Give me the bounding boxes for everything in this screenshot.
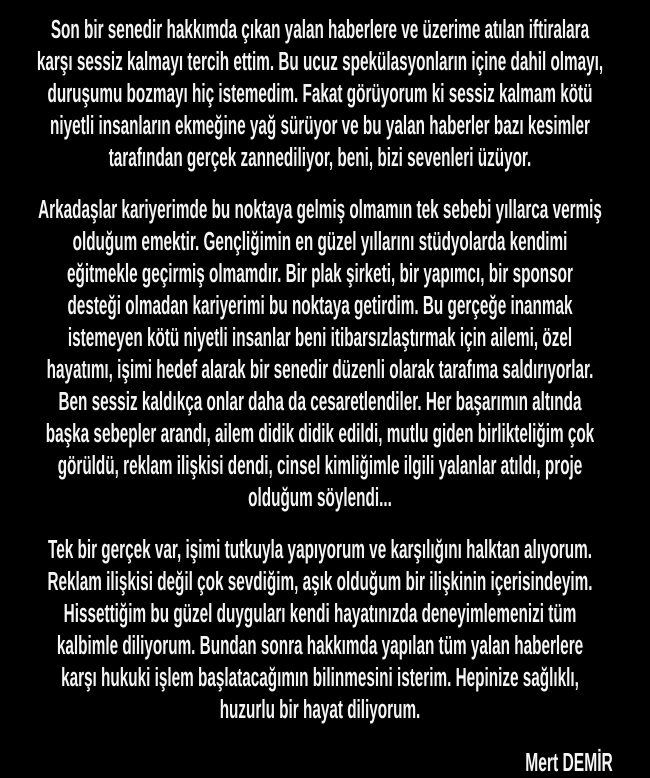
statement-paragraph-1 <box>0 14 650 174</box>
statement-line: Arkadaşlar kariyerimde bu noktaya gelmiş olmamın tek sebebi yıllarca vermiş <box>38 196 602 224</box>
statement-line: eğitmekle geçirmiş olmamdır. Bir plak şirketi, bir yapımcı, bir sponsor <box>67 260 573 288</box>
statement-line: Reklam ilişkisi değil çok sevdiğim, aşık olduğum bir ilişkinin içerisindeyim. <box>47 568 593 596</box>
statement-line: duruşumu bozmayı hiç istemedim. Fakat görüyorum ki sessiz kalmam kötü <box>47 80 593 108</box>
statement-line: Tek bir gerçek var, işimi tutkuyla yapıyorum ve karşılığını halktan alıyorum. <box>48 536 592 564</box>
statement-line: başka sebepler arandı, ailem didik didik edildi, mutlu giden birlikteliğim çok <box>45 420 595 448</box>
statement-line: desteği olmadan kariyerimi bu noktaya getirdim. Bu gerçeğe inanmak <box>67 292 573 320</box>
signature: Mert DEMİR <box>525 747 613 777</box>
statement-line: tarafından gerçek zannediliyor, beni, bizi sevenleri üzüyor. <box>108 144 532 172</box>
statement-paragraph-2 <box>0 194 650 514</box>
statement-line: Son bir senedir hakkımda çıkan yalan haberlere ve üzerime atılan iftiralara <box>50 16 590 44</box>
statement-line: görüldü, reklam ilişkisi dendi, cinsel kimliğimle ilgili yalanlar atıldı, proje <box>57 452 583 480</box>
statement-line: karşı sessiz kalmayı tercih ettim. Bu ucuz spekülasyonların içine dahil olmayı, <box>36 48 604 76</box>
statement-line: olduğum söylendi... <box>248 484 392 512</box>
statement-line: hayatımı, işimi hedef alarak bir senedir düzenli olarak tarafıma saldırıyorlar. <box>46 356 594 384</box>
statement-paragraph-3 <box>0 534 650 726</box>
statement-line: Hissettiğim bu güzel duyguları kendi hayatınızda deneyimlemenizi tüm <box>63 600 577 628</box>
statement-line: karşı hukuki işlem başlatacağımın bilinmesini isterim. Hepinize sağlıklı, <box>61 664 579 692</box>
statement-line: huzurlu bir hayat diliyorum. <box>219 696 421 724</box>
statement-text <box>0 14 650 778</box>
statement-line: kalbimle diliyorum. Bundan sonra hakkımda yapılan tüm yalan haberlere <box>56 632 584 660</box>
statement-line: olduğum emektir. Gençliğimin en güzel yıllarını stüdyolarda kendimi <box>72 228 568 256</box>
statement-line: niyetli insanların ekmeğine yağ sürüyor ve bu yalan haberler bazı kesimler <box>50 112 590 140</box>
statement-line: Ben sessiz kaldıkça onlar daha da cesaretlendiler. Her başarımın altında <box>58 388 582 416</box>
statement-line: istemeyen kötü niyetli insanlar beni itibarsızlaştırmak için ailemi, özel <box>67 324 573 352</box>
